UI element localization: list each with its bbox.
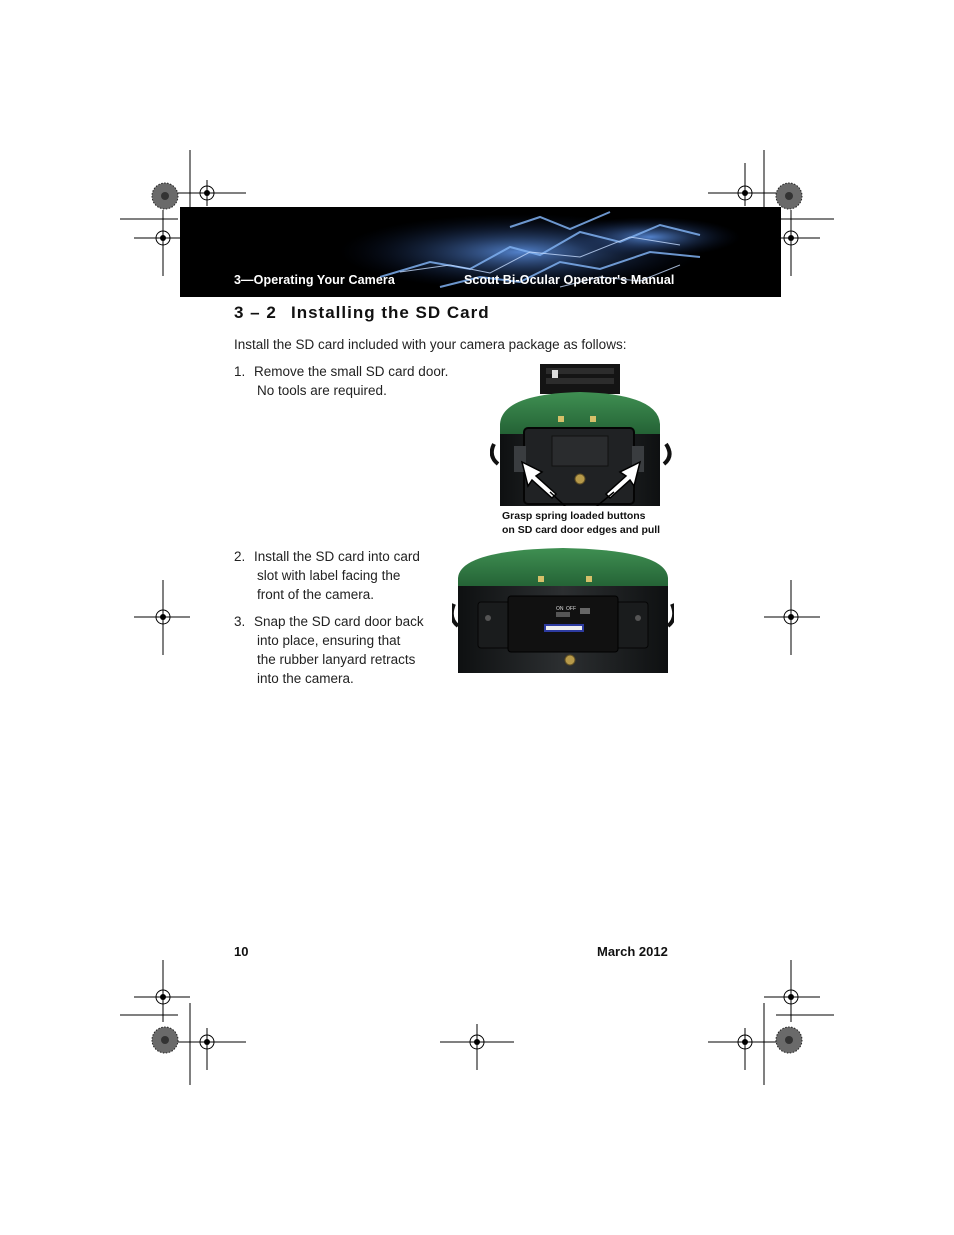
step-text: Install the SD card into card [254,549,420,564]
caption-line: on SD card door edges and pull [502,523,661,536]
step-text: into the camera. [257,671,354,686]
step-text: slot with label facing the [257,568,401,583]
section-title: Installing the SD Card [291,303,490,322]
header-chapter-title: 3—Operating Your Camera [234,273,395,287]
intro-paragraph: Install the SD card included with your camera package as follows: [234,337,627,352]
photo-caption [502,510,660,537]
step-1 [234,362,474,400]
step-text: front of the camera. [257,587,375,602]
step-text: the rubber lanyard retracts [257,652,416,667]
page-number: 10 [234,944,249,959]
publication-date: March 2012 [597,944,668,959]
step-number: 1. [234,364,246,379]
step-number: 2. [234,549,246,564]
section-number: 3 – 2 [234,303,277,322]
caption-line: Grasp spring loaded buttons [502,510,646,522]
header-manual-title: Scout Bi-Ocular Operator's Manual [464,273,675,287]
step-text: into place, ensuring that [257,633,401,648]
step-text: Snap the SD card door back [254,614,424,629]
section-heading [234,303,490,323]
step-number: 3. [234,614,246,629]
page-header-band [180,207,781,297]
step-3 [234,612,444,688]
power-switch-on-label: ON [556,606,564,612]
step-2 [234,547,444,604]
step-text: Remove the small SD card door. [254,364,449,379]
step-text: No tools are required. [257,383,387,398]
sd-card-slot-photo [452,546,674,673]
camera-sd-door-photo [490,364,672,506]
power-switch-off-label: OFF [566,606,576,612]
